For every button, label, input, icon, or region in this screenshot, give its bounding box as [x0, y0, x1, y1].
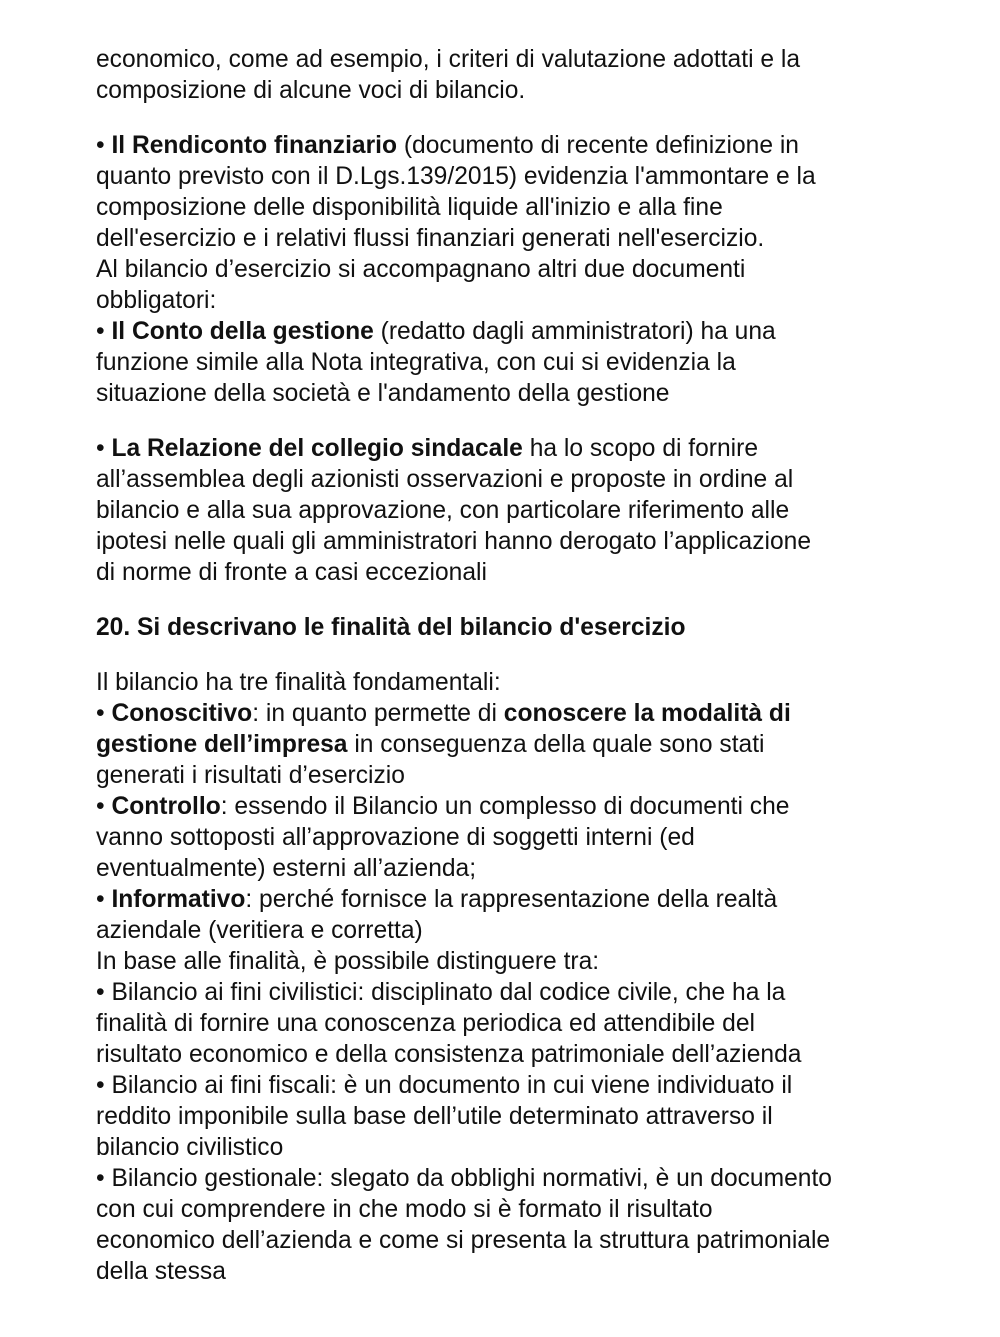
text-line: quanto previsto con il D.Lgs.139/2015) evidenzia l'ammontare e la: [96, 163, 816, 190]
text-line: eventualmente) esterni all’azienda;: [96, 855, 477, 882]
text-line: [96, 884, 916, 915]
bold-fragment: conoscere la modalità di: [503, 700, 791, 727]
text-line: finalità di fornire una conoscenza periodica ed attendibile del: [96, 1010, 755, 1037]
text-line: aziendale (veritiera e corretta): [96, 917, 423, 944]
text-line: economico, come ad esempio, i criteri di valutazione adottati e la: [96, 46, 801, 73]
text-line: • Bilancio ai fini civilistici: disciplinato dal codice civile, che ha la: [96, 979, 786, 1006]
term-controllo: Controllo: [111, 793, 221, 820]
text-fragment: : perché fornisce la rappresentazione della realtà: [245, 886, 778, 913]
text-fragment: (documento di recente definizione in: [397, 132, 799, 159]
text-fragment: : in quanto permette di: [252, 700, 504, 727]
text-line: reddito imponibile sulla base dell’utile determinato attraverso il: [96, 1103, 773, 1130]
bold-fragment: gestione dell’impresa: [96, 731, 348, 758]
bullet: •: [96, 793, 112, 820]
term-rendiconto: Il Rendiconto finanziario: [111, 132, 398, 159]
text-line: [96, 729, 916, 760]
text-line: • Bilancio gestionale: slegato da obblighi normativi, è un documento: [96, 1165, 832, 1192]
text-line: obbligatori:: [96, 287, 217, 314]
bullet: •: [96, 886, 112, 913]
text-line: ipotesi nelle quali gli amministratori hanno derogato l’applicazione: [96, 528, 812, 555]
text-line: all’assemblea degli azionisti osservazioni e proposte in ordine al: [96, 466, 794, 493]
text-line: Il bilancio ha tre finalità fondamentali:: [96, 669, 501, 696]
heading-text: 20. Si descrivano le finalità del bilancio d'esercizio: [96, 614, 686, 641]
intro-paragraph: [96, 44, 916, 106]
bullet: •: [96, 435, 112, 462]
text-line: situazione della società e l'andamento della gestione: [96, 380, 670, 407]
term-relazione: La Relazione del collegio sindacale: [111, 435, 523, 462]
text-line: vanno sottoposti all’approvazione di soggetti interni (ed: [96, 824, 695, 851]
text-line: della stessa: [96, 1258, 226, 1285]
text-line: generati i risultati d’esercizio: [96, 762, 405, 789]
text-line: con cui comprendere in che modo si è formato il risultato: [96, 1196, 713, 1223]
term-informativo: Informativo: [111, 886, 246, 913]
text-line: bilancio civilistico: [96, 1134, 284, 1161]
relazione-paragraph: [96, 433, 916, 588]
rendiconto-paragraph: [96, 130, 916, 409]
term-conto-gestione: Il Conto della gestione: [111, 318, 374, 345]
text-line: [96, 698, 916, 729]
term-conoscitivo: Conoscitivo: [111, 700, 253, 727]
text-fragment: in conseguenza della quale sono stati: [347, 731, 765, 758]
bullet: •: [96, 700, 112, 727]
section-heading: [96, 612, 916, 643]
text-line: [96, 791, 916, 822]
document-page: [96, 44, 916, 1287]
text-line: funzione simile alla Nota integrativa, con cui si evidenzia la: [96, 349, 736, 376]
text-line: Al bilancio d’esercizio si accompagnano altri due documenti: [96, 256, 746, 283]
text-line: • Bilancio ai fini fiscali: è un documento in cui viene individuato il: [96, 1072, 793, 1099]
text-line: [96, 130, 916, 161]
text-fragment: (redatto dagli amministratori) ha una: [373, 318, 776, 345]
bullet: •: [96, 318, 112, 345]
text-line: economico dell’azienda e come si presenta la struttura patrimoniale: [96, 1227, 831, 1254]
text-fragment: : essendo il Bilancio un complesso di documenti che: [220, 793, 790, 820]
text-line: [96, 433, 916, 464]
text-line: risultato economico e della consistenza patrimoniale dell’azienda: [96, 1041, 802, 1068]
text-line: di norme di fronte a casi eccezionali: [96, 559, 487, 586]
text-line: composizione di alcune voci di bilancio.: [96, 77, 526, 104]
finalita-paragraph: [96, 667, 916, 1287]
text-fragment: ha lo scopo di fornire: [522, 435, 759, 462]
text-line: dell'esercizio e i relativi flussi finanziari generati nell'esercizio.: [96, 225, 765, 252]
text-line: bilancio e alla sua approvazione, con particolare riferimento alle: [96, 497, 790, 524]
text-line: [96, 316, 916, 347]
text-line: composizione delle disponibilità liquide all'inizio e alla fine: [96, 194, 723, 221]
bullet: •: [96, 132, 112, 159]
text-line: In base alle finalità, è possibile distinguere tra:: [96, 948, 600, 975]
